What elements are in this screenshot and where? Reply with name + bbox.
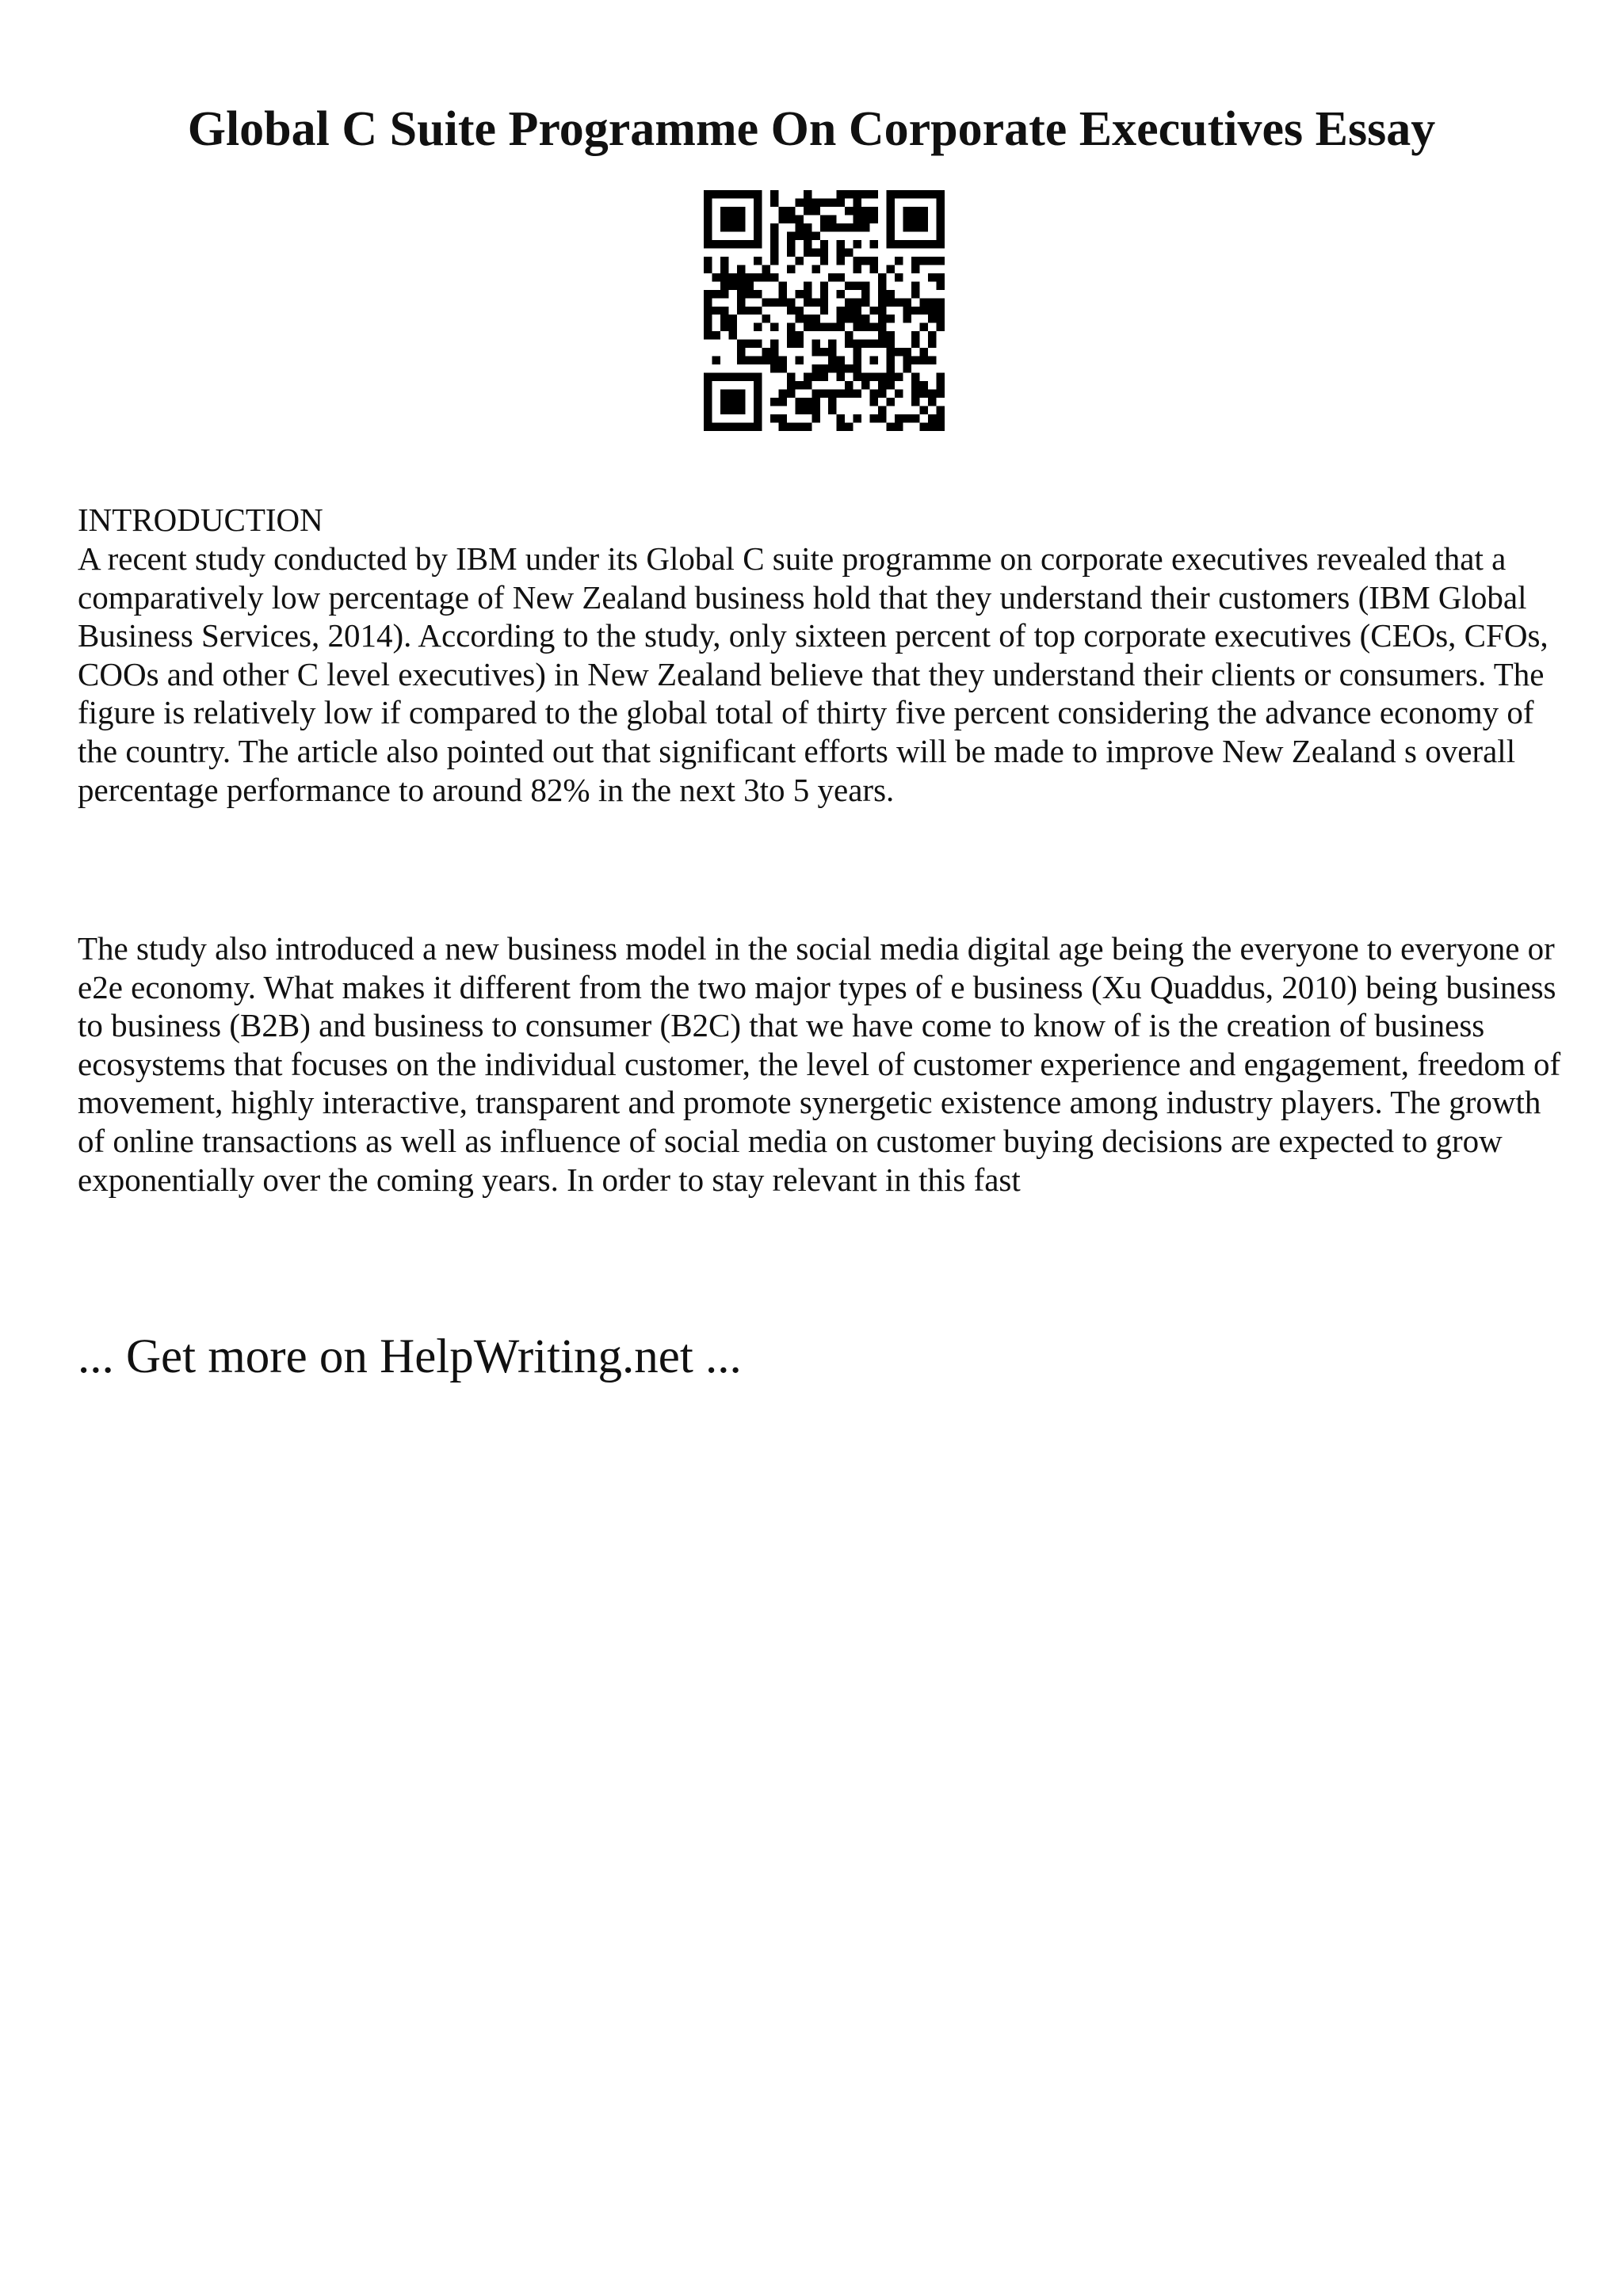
paragraph-intro: A recent study conducted by IBM under its Global C suite programme on corporate executives revealed that a comparatively low percentage of New Zealand business hold that they understand their customers (IBM Global Business Services, 2014). According to the study, only sixteen percent of top corporate executives (CEOs, CFOs, COOs and other C level executives) in New Zealand believe that they understand their clients or consumers. The figure is relatively low if compared to the global total of thirty five percent considering the advance economy of the country. The article also pointed out that significant efforts will be made to improve New Zealand s overall percentage performance to around 82% in the next 3to 5 years.: [78, 540, 1549, 808]
document-title: Global C Suite Programme On Corporate Executives Essay: [187, 102, 1436, 156]
paragraph-e2e: The study also introduced a new business model in the social media digital age being the everyone to everyone or e2e economy. What makes it different from the two major types of e business (Xu Quaddus, 2010) being business to business (B2B) and business to consumer (B2C) that we have come to know of is the creation of business ecosystems that focuses on the individual customer, the level of customer experience and engagement, freedom of movement, highly interactive, transparent and promote synergetic existence among industry players. The growth of online transactions as well as influence of social media on customer buying decisions are expected to grow exponentially over the coming years. In order to stay relevant in this fast: [78, 930, 1561, 1198]
get-more-link[interactable]: ... Get more on HelpWriting.net ...: [78, 1330, 742, 1383]
section-heading: INTRODUCTION: [78, 502, 323, 538]
qr-code-icon[interactable]: [704, 190, 945, 431]
